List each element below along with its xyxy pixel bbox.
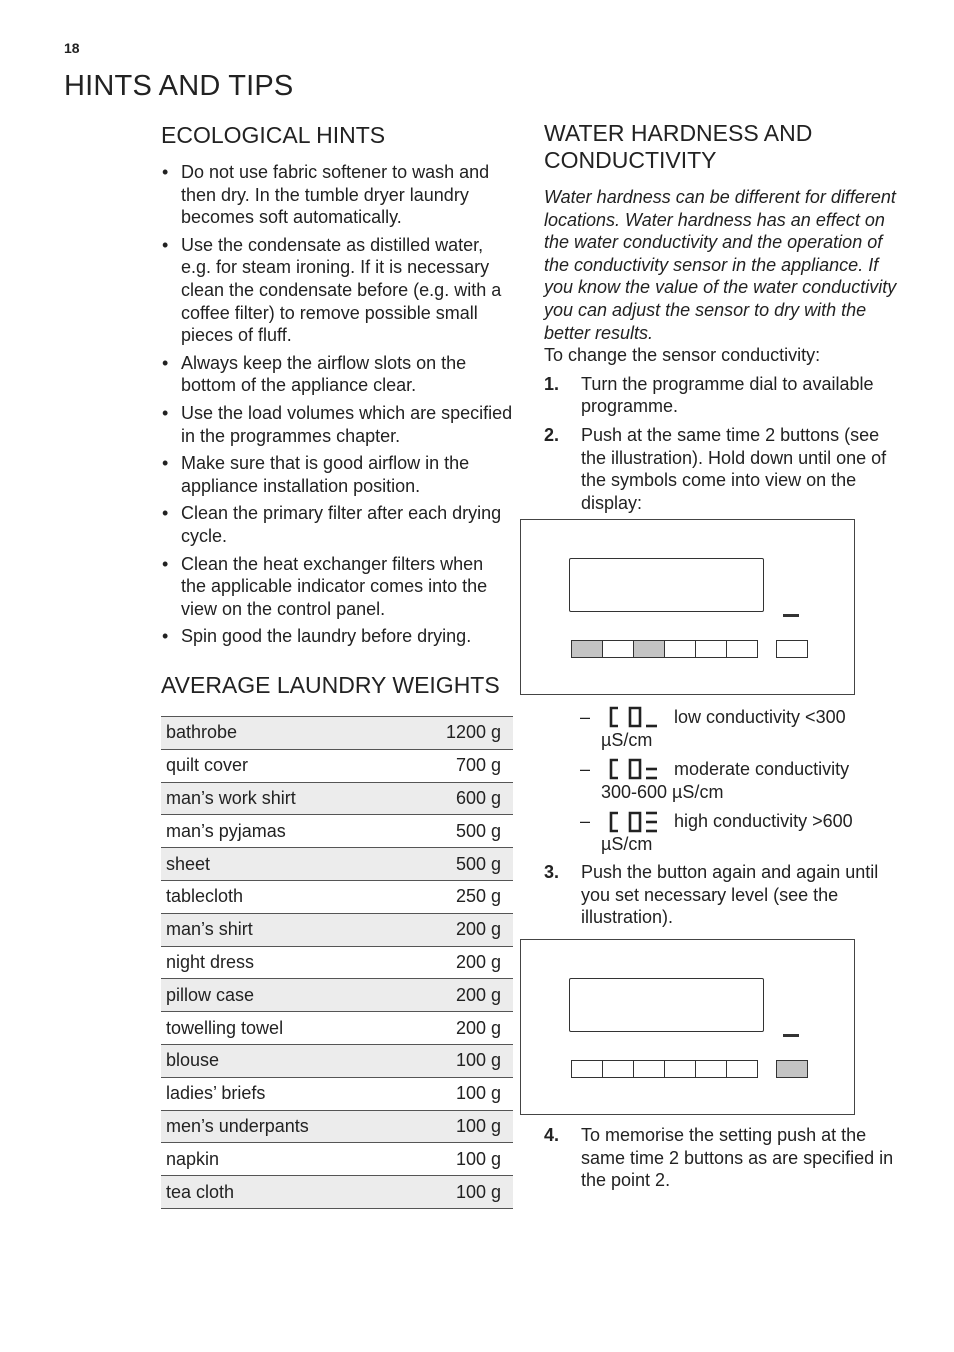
dash: – (580, 759, 591, 780)
indicator-dash (783, 614, 799, 617)
co-low-display-icon (608, 706, 660, 728)
water-hardness-heading (544, 120, 900, 174)
panel-button (664, 1060, 696, 1078)
list-item: • Use the load volumes which are specified in the programmes chapter. (161, 402, 513, 447)
page-title: HINTS AND TIPS (64, 70, 294, 102)
panel-button (695, 640, 727, 658)
item-cell: blouse (161, 1044, 400, 1077)
conductivity-level-high (580, 810, 890, 855)
water-hardness-intro: Water hardness can be different for different locations. Water hardness has an effect on the water conductivity and the operation of the conductivity sensor in the appliance. If you know the value of the water conductivity you can adjust the sensor to dry with the better results. (544, 187, 897, 343)
step-number: 2. (544, 424, 560, 445)
list-item: • Do not use fabric softener to wash and then dry. In the tumble dryer laundry becomes soft automatically. (161, 161, 513, 229)
ecological-hints-list (161, 161, 513, 648)
page-number: 18 (64, 40, 80, 56)
co-high-display-icon (608, 811, 660, 833)
co-moderate-display-icon (608, 758, 660, 780)
table-row (161, 1044, 513, 1077)
list-item: • Use the condensate as distilled water, e.g. for steam ironing. If it is necessary clean the condensate before (e.g. with a coffee filter) to remove possible small pieces of fluff. (161, 234, 513, 347)
item-cell: ladies’ briefs (161, 1077, 400, 1110)
list-item: • Make sure that is good airflow in the appliance installation position. (161, 452, 513, 497)
step-item (544, 424, 900, 514)
steps-list (544, 861, 900, 929)
weight-cell: 100 g (400, 1077, 513, 1110)
conductivity-levels (580, 706, 890, 863)
ecological-hints-heading: ECOLOGICAL HINTS (161, 122, 386, 148)
item-cell: men’s underpants (161, 1110, 400, 1143)
weight-cell: 600 g (400, 782, 513, 815)
display-screen (569, 978, 764, 1032)
step-number: 3. (544, 862, 560, 882)
level-text: moderate conductivity (674, 759, 850, 780)
panel-button (776, 1060, 808, 1078)
item-cell: man’s shirt (161, 913, 400, 946)
laundry-weights-table (161, 716, 513, 1209)
button-row (571, 640, 757, 658)
control-panel-illustration (520, 939, 855, 1115)
table-row (161, 946, 513, 979)
table-row (161, 979, 513, 1012)
heading-line: CONDUCTIVITY (544, 147, 717, 173)
panel-button (571, 1060, 603, 1078)
weight-cell: 100 g (400, 1176, 513, 1209)
weight-cell: 200 g (400, 913, 513, 946)
right-column (544, 120, 900, 514)
table-row (161, 1077, 513, 1110)
conductivity-level-moderate (580, 758, 890, 803)
conductivity-level-low (580, 706, 890, 751)
panel-button (633, 1060, 665, 1078)
weight-cell: 250 g (400, 880, 513, 913)
indicator-dash (783, 1034, 799, 1037)
table-row (161, 717, 513, 750)
level-unit: µS/cm (601, 729, 653, 750)
panel-button (602, 1060, 634, 1078)
panel-button (776, 640, 808, 658)
panel-button (726, 1060, 758, 1078)
sensor-instruction: To change the sensor conductivity: (544, 345, 821, 366)
list-item: • Clean the primary filter after each drying cycle. (161, 502, 513, 547)
item-cell: tablecloth (161, 880, 400, 913)
step-number: 4. (544, 1125, 560, 1145)
control-panel-illustration (520, 519, 855, 695)
item-cell: man’s work shirt (161, 782, 400, 815)
item-cell: night dress (161, 946, 400, 979)
table-row (161, 1012, 513, 1045)
table-row (161, 1143, 513, 1176)
weight-cell: 100 g (400, 1044, 513, 1077)
level-text: low conductivity <300 (674, 707, 846, 727)
list-item: • Spin good the laundry before drying. (161, 625, 513, 648)
step-text: To memorise the setting push at the same time 2 buttons as are specified in the point 2. (581, 1125, 894, 1191)
table-row (161, 1110, 513, 1143)
panel-button (602, 640, 634, 658)
item-cell: pillow case (161, 979, 400, 1012)
step-number: 1. (544, 373, 560, 394)
steps-list (544, 1124, 900, 1192)
list-item: • Always keep the airflow slots on the bottom of the appliance clear. (161, 352, 513, 397)
table-row (161, 815, 513, 848)
weight-cell: 200 g (400, 1012, 513, 1045)
weight-cell: 200 g (400, 979, 513, 1012)
step-item (544, 1124, 900, 1192)
item-cell: sheet (161, 848, 400, 881)
panel-button (726, 640, 758, 658)
table-row (161, 913, 513, 946)
laundry-weights-heading: AVERAGE LAUNDRY WEIGHTS (161, 672, 500, 698)
item-cell: towelling towel (161, 1012, 400, 1045)
item-cell: tea cloth (161, 1176, 400, 1209)
table-row (161, 848, 513, 881)
step-item (544, 861, 900, 929)
step-text: Push at the same time 2 buttons (see the illustration). Hold down until one of the symbols come into view on the display: (581, 424, 887, 513)
item-cell: napkin (161, 1143, 400, 1176)
dash: – (580, 811, 591, 832)
weight-cell: 200 g (400, 946, 513, 979)
dash: – (580, 707, 591, 727)
steps-list (544, 373, 900, 515)
table-row (161, 782, 513, 815)
step-text: Push the button again and again until you set necessary level (see the illustration). (581, 862, 879, 928)
step-item (544, 373, 900, 418)
item-cell: quilt cover (161, 749, 400, 782)
weight-cell: 1200 g (400, 717, 513, 750)
step-text: Turn the programme dial to available programme. (581, 373, 874, 417)
weight-cell: 100 g (400, 1110, 513, 1143)
item-cell: bathrobe (161, 717, 400, 750)
weight-cell: 500 g (400, 848, 513, 881)
display-screen (569, 558, 764, 612)
table-row (161, 749, 513, 782)
heading-line: WATER HARDNESS AND (544, 120, 813, 146)
panel-button (695, 1060, 727, 1078)
panel-button (571, 640, 603, 658)
level-unit: µS/cm (601, 833, 653, 854)
table-row (161, 880, 513, 913)
list-item: • Clean the heat exchanger filters when the applicable indicator comes into the view on the control panel. (161, 553, 513, 621)
weight-cell: 100 g (400, 1143, 513, 1176)
left-column (161, 120, 513, 1202)
weight-cell: 500 g (400, 815, 513, 848)
weight-cell: 700 g (400, 749, 513, 782)
level-text: high conductivity >600 (674, 811, 853, 832)
item-cell: man’s pyjamas (161, 815, 400, 848)
table-row (161, 1176, 513, 1209)
panel-button (633, 640, 665, 658)
level-unit: 300-600 µS/cm (601, 781, 724, 802)
panel-button (664, 640, 696, 658)
button-row (571, 1060, 757, 1078)
